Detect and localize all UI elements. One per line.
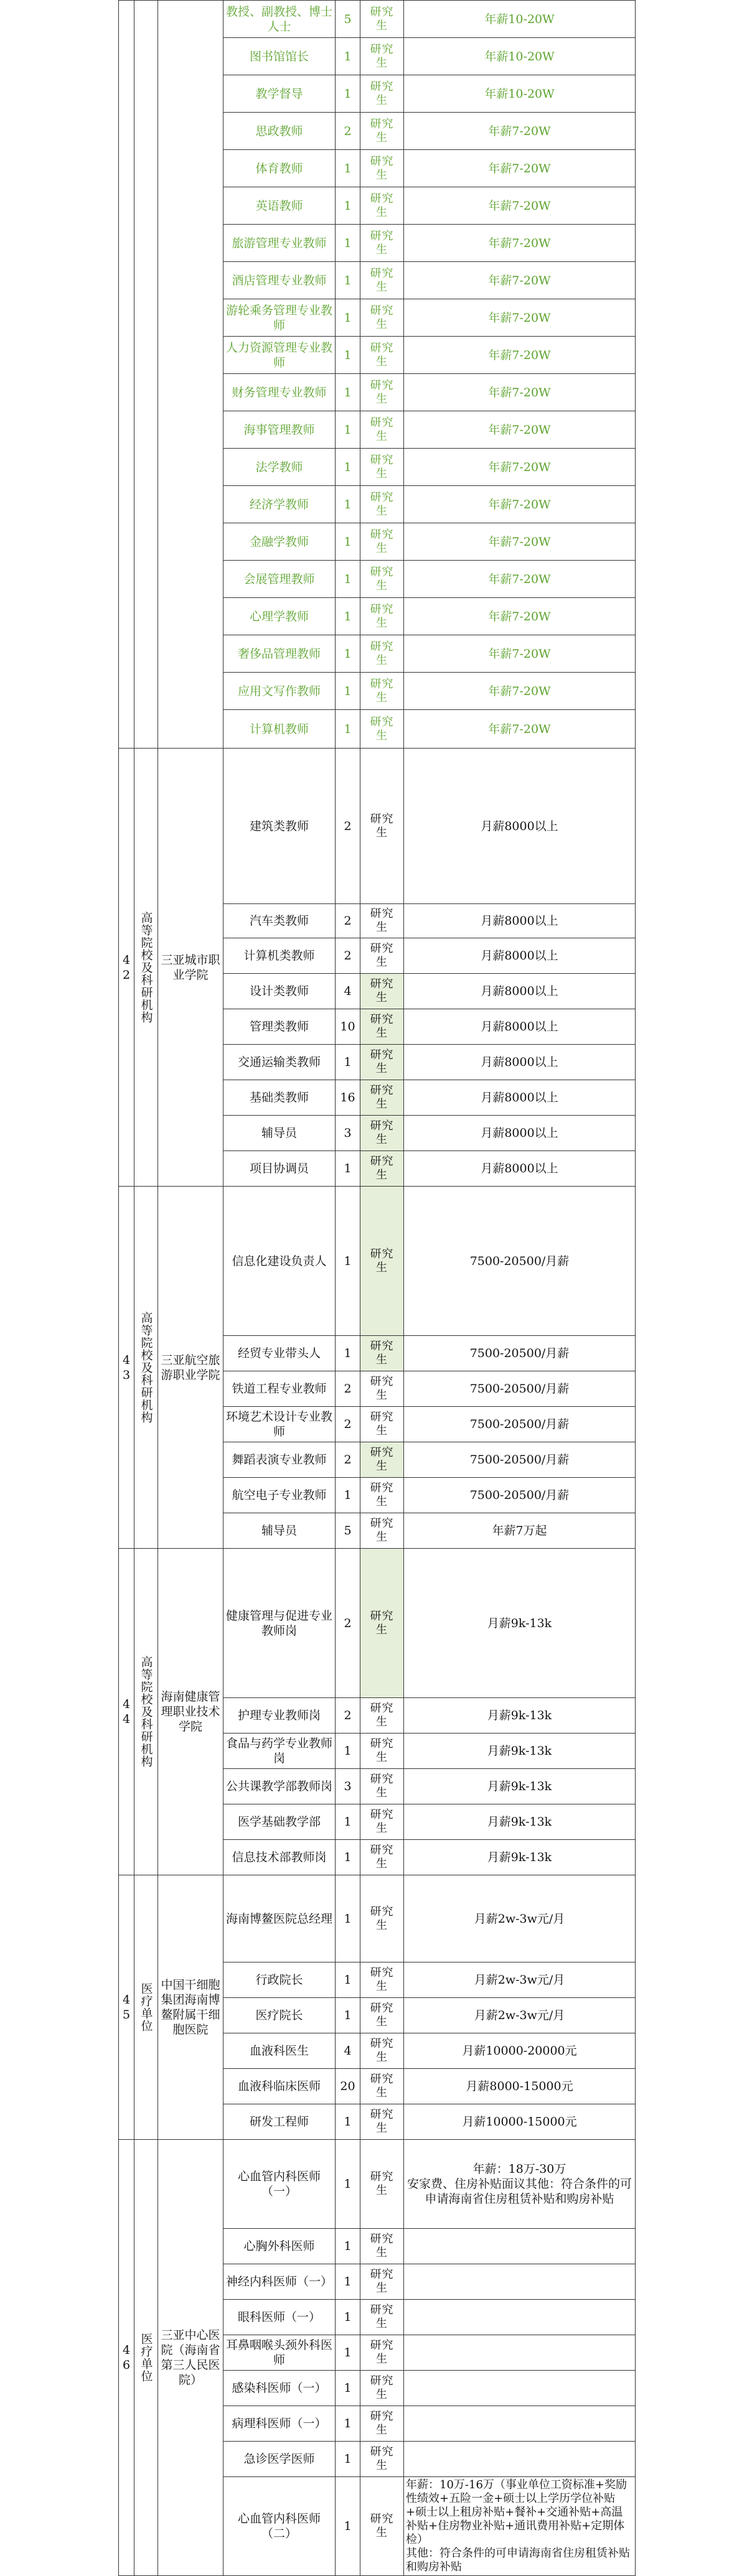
headcount-cell: 1 xyxy=(336,1734,360,1769)
education-cell: 研究生 xyxy=(360,2140,404,2229)
position-cell: 项目协调员 xyxy=(223,1151,336,1187)
education-cell: 研究生 xyxy=(360,1734,404,1769)
education-cell: 研究生 xyxy=(360,1442,404,1478)
education-cell: 研究生 xyxy=(360,523,404,561)
education-cell: 研究生 xyxy=(360,598,404,635)
salary-cell: 月薪8000-15000元 xyxy=(404,2069,636,2104)
headcount-cell: 1 xyxy=(336,2264,360,2300)
table-row xyxy=(119,749,636,904)
education-cell: 研究生 xyxy=(360,1875,404,1962)
education-cell: 研究生 xyxy=(360,150,404,187)
education-cell: 研究生 xyxy=(360,1478,404,1513)
position-cell: 辅导员 xyxy=(223,1116,336,1151)
salary-cell: 月薪10000-15000元 xyxy=(404,2104,636,2140)
position-cell: 病理科医师（一） xyxy=(223,2406,336,2442)
headcount-cell: 10 xyxy=(336,1009,360,1045)
position-cell: 经贸专业带头人 xyxy=(223,1336,336,1371)
row-number: 42 xyxy=(119,749,134,1187)
education-cell: 研究生 xyxy=(360,337,404,374)
position-cell: 研发工程师 xyxy=(223,2104,336,2140)
headcount-cell: 2 xyxy=(336,1371,360,1407)
salary-cell: 月薪2w-3w元/月 xyxy=(404,1962,636,1998)
salary-cell: 年薪10-20W xyxy=(404,1,636,38)
salary-cell: 7500-20500/月薪 xyxy=(404,1407,636,1442)
headcount-cell: 2 xyxy=(336,113,360,150)
education-cell: 研究生 xyxy=(360,2442,404,2477)
education-cell: 研究生 xyxy=(360,75,404,113)
position-cell: 神经内科医师（一） xyxy=(223,2264,336,2300)
headcount-cell: 1 xyxy=(336,1804,360,1840)
salary-cell: 月薪8000以上 xyxy=(404,1009,636,1045)
salary-cell: 7500-20500/月薪 xyxy=(404,1442,636,1478)
headcount-cell: 2 xyxy=(336,938,360,974)
salary-cell: 7500-20500/月薪 xyxy=(404,1371,636,1407)
category-cell: 高等院校及科研机构 xyxy=(134,1549,158,1875)
salary-cell: 年薪7-20W xyxy=(404,187,636,225)
education-cell: 研究生 xyxy=(360,1,404,38)
headcount-cell: 5 xyxy=(336,1513,360,1549)
position-cell: 护理专业教师岗 xyxy=(223,1698,336,1734)
table-row xyxy=(119,1875,636,1962)
salary-cell: 年薪7-20W xyxy=(404,337,636,374)
salary-cell xyxy=(404,2300,636,2335)
headcount-cell: 1 xyxy=(336,1151,360,1187)
salary-cell: 年薪7-20W xyxy=(404,561,636,598)
education-cell: 研究生 xyxy=(360,486,404,523)
education-cell: 研究生 xyxy=(360,113,404,150)
salary-cell: 年薪7-20W xyxy=(404,673,636,710)
position-cell: 铁道工程专业教师 xyxy=(223,1371,336,1407)
position-cell: 奢侈品管理教师 xyxy=(223,635,336,673)
salary-cell: 月薪9k-13k xyxy=(404,1698,636,1734)
position-cell: 医学基础教学部 xyxy=(223,1804,336,1840)
education-cell: 研究生 xyxy=(360,938,404,974)
headcount-cell: 4 xyxy=(336,2033,360,2069)
salary-cell: 年薪10-20W xyxy=(404,38,636,75)
salary-cell: 年薪7-20W xyxy=(404,449,636,486)
position-cell: 医疗院长 xyxy=(223,1998,336,2033)
salary-cell: 月薪2w-3w元/月 xyxy=(404,1998,636,2033)
position-cell: 耳鼻咽喉头颈外科医师 xyxy=(223,2335,336,2371)
position-cell: 公共课教学部教师岗 xyxy=(223,1769,336,1804)
salary-cell xyxy=(404,2406,636,2442)
headcount-cell: 1 xyxy=(336,411,360,449)
education-cell: 研究生 xyxy=(360,673,404,710)
row-number: 43 xyxy=(119,1187,134,1549)
headcount-cell: 1 xyxy=(336,299,360,337)
headcount-cell: 1 xyxy=(336,449,360,486)
headcount-cell: 1 xyxy=(336,374,360,411)
headcount-cell: 2 xyxy=(336,1407,360,1442)
education-cell: 研究生 xyxy=(360,710,404,749)
education-cell: 研究生 xyxy=(360,225,404,262)
salary-cell xyxy=(404,2264,636,2300)
headcount-cell: 1 xyxy=(336,38,360,75)
headcount-cell: 1 xyxy=(336,523,360,561)
headcount-cell: 1 xyxy=(336,187,360,225)
category-cell: 高等院校及科研机构 xyxy=(134,1187,158,1549)
education-cell: 研究生 xyxy=(360,1187,404,1336)
position-cell: 信息技术部教师岗 xyxy=(223,1840,336,1875)
education-cell: 研究生 xyxy=(360,974,404,1009)
education-cell: 研究生 xyxy=(360,2300,404,2335)
position-cell: 应用文写作教师 xyxy=(223,673,336,710)
headcount-cell: 1 xyxy=(336,225,360,262)
row-number: 46 xyxy=(119,2140,134,2576)
salary-cell: 7500-20500/月薪 xyxy=(404,1187,636,1336)
headcount-cell: 1 xyxy=(336,635,360,673)
education-cell: 研究生 xyxy=(360,2033,404,2069)
position-cell: 血液科医生 xyxy=(223,2033,336,2069)
salary-cell: 月薪9k-13k xyxy=(404,1769,636,1804)
education-cell: 研究生 xyxy=(360,2371,404,2406)
education-cell: 研究生 xyxy=(360,1804,404,1840)
salary-cell: 年薪7-20W xyxy=(404,150,636,187)
education-cell: 研究生 xyxy=(360,2335,404,2371)
headcount-cell: 1 xyxy=(336,2442,360,2477)
position-cell: 金融学教师 xyxy=(223,523,336,561)
salary-cell: 年薪7-20W xyxy=(404,486,636,523)
salary-cell: 月薪9k-13k xyxy=(404,1549,636,1698)
education-cell: 研究生 xyxy=(360,1116,404,1151)
salary-cell: 7500-20500/月薪 xyxy=(404,1336,636,1371)
headcount-cell: 20 xyxy=(336,2069,360,2104)
position-cell: 海南博鳌医院总经理 xyxy=(223,1875,336,1962)
salary-cell: 月薪9k-13k xyxy=(404,1804,636,1840)
education-cell: 研究生 xyxy=(360,1698,404,1734)
education-cell: 研究生 xyxy=(360,1840,404,1875)
position-cell: 英语教师 xyxy=(223,187,336,225)
table-row xyxy=(119,2140,636,2229)
salary-cell: 月薪10000-20000元 xyxy=(404,2033,636,2069)
salary-cell: 7500-20500/月薪 xyxy=(404,1478,636,1513)
education-cell: 研究生 xyxy=(360,1371,404,1407)
headcount-cell: 2 xyxy=(336,1549,360,1698)
table-body xyxy=(119,1,636,2576)
salary-cell: 年薪7-20W xyxy=(404,374,636,411)
education-cell: 研究生 xyxy=(360,2069,404,2104)
headcount-cell: 16 xyxy=(336,1080,360,1116)
position-cell: 海事管理教师 xyxy=(223,411,336,449)
headcount-cell: 1 xyxy=(336,150,360,187)
headcount-cell: 1 xyxy=(336,561,360,598)
headcount-cell: 2 xyxy=(336,749,360,904)
salary-cell: 月薪8000以上 xyxy=(404,904,636,938)
education-cell: 研究生 xyxy=(360,374,404,411)
table-row xyxy=(119,1549,636,1698)
education-cell: 研究生 xyxy=(360,38,404,75)
headcount-cell: 1 xyxy=(336,1998,360,2033)
salary-cell: 年薪7-20W xyxy=(404,598,636,635)
position-cell: 信息化建设负责人 xyxy=(223,1187,336,1336)
salary-cell: 年薪7-20W xyxy=(404,262,636,299)
headcount-cell: 4 xyxy=(336,974,360,1009)
position-cell: 建筑类教师 xyxy=(223,749,336,904)
headcount-cell: 1 xyxy=(336,2406,360,2442)
headcount-cell: 1 xyxy=(336,2229,360,2264)
position-cell: 计算机教师 xyxy=(223,710,336,749)
position-cell: 健康管理与促进专业教师岗 xyxy=(223,1549,336,1698)
salary-cell: 年薪：10万-16万（事业单位工资标准+奖励性绩效+五险一金+硕士以上学历学位补贴+硕士以上租房补贴+餐补+交通补贴+高温补贴+住房物业补贴+通讯费用补贴+定期体检） 其他：符合条件的可申请海南省住房租赁补贴和购房补贴 xyxy=(404,2477,636,2576)
headcount-cell: 1 xyxy=(336,1840,360,1875)
headcount-cell: 1 xyxy=(336,1187,360,1336)
salary-cell xyxy=(404,2442,636,2477)
headcount-cell: 1 xyxy=(336,1962,360,1998)
salary-cell: 月薪8000以上 xyxy=(404,1116,636,1151)
row-number: 45 xyxy=(119,1875,134,2140)
category-cell: 高等院校及科研机构 xyxy=(134,749,158,1187)
salary-cell: 月薪9k-13k xyxy=(404,1840,636,1875)
headcount-cell: 1 xyxy=(336,337,360,374)
position-cell: 设计类教师 xyxy=(223,974,336,1009)
education-cell: 研究生 xyxy=(360,1549,404,1698)
education-cell: 研究生 xyxy=(360,2264,404,2300)
headcount-cell: 1 xyxy=(336,486,360,523)
position-cell: 计算机类教师 xyxy=(223,938,336,974)
position-cell: 交通运输类教师 xyxy=(223,1045,336,1080)
headcount-cell: 1 xyxy=(336,262,360,299)
position-cell: 图书馆馆长 xyxy=(223,38,336,75)
education-cell: 研究生 xyxy=(360,904,404,938)
position-cell: 体育教师 xyxy=(223,150,336,187)
salary-cell: 年薪7-20W xyxy=(404,225,636,262)
position-cell: 教授、副教授、博士人士 xyxy=(223,1,336,38)
position-cell: 酒店管理专业教师 xyxy=(223,262,336,299)
headcount-cell: 1 xyxy=(336,2371,360,2406)
education-cell: 研究生 xyxy=(360,1962,404,1998)
education-cell: 研究生 xyxy=(360,299,404,337)
position-cell: 辅导员 xyxy=(223,1513,336,1549)
no-cell xyxy=(119,1,134,749)
salary-cell: 年薪7-20W xyxy=(404,710,636,749)
employer-cell: 三亚中心医院（海南省第三人民医院） xyxy=(158,2140,223,2576)
position-cell: 急诊医学医师 xyxy=(223,2442,336,2477)
education-cell: 研究生 xyxy=(360,1998,404,2033)
position-cell: 舞蹈表演专业教师 xyxy=(223,1442,336,1478)
salary-cell: 年薪7-20W xyxy=(404,299,636,337)
position-cell: 心胸外科医师 xyxy=(223,2229,336,2264)
headcount-cell: 1 xyxy=(336,2300,360,2335)
employer-cell: 海南健康管理职业技术学院 xyxy=(158,1549,223,1875)
table-row xyxy=(119,1187,636,1336)
position-cell: 汽车类教师 xyxy=(223,904,336,938)
education-cell: 研究生 xyxy=(360,749,404,904)
education-cell: 研究生 xyxy=(360,2229,404,2264)
headcount-cell: 1 xyxy=(336,673,360,710)
position-cell: 行政院长 xyxy=(223,1962,336,1998)
headcount-cell: 3 xyxy=(336,1116,360,1151)
employer-cell: 中国干细胞集团海南博鳌附属干细胞医院 xyxy=(158,1875,223,2140)
salary-cell xyxy=(404,2229,636,2264)
salary-cell: 月薪8000以上 xyxy=(404,974,636,1009)
salary-cell: 月薪8000以上 xyxy=(404,1080,636,1116)
salary-cell: 年薪：18万-30万 安家费、住房补贴面议其他：符合条件的可申请海南省住房租赁补贴和购房补贴 xyxy=(404,2140,636,2229)
salary-cell: 年薪7-20W xyxy=(404,635,636,673)
education-cell: 研究生 xyxy=(360,1513,404,1549)
education-cell: 研究生 xyxy=(360,635,404,673)
salary-cell: 年薪7万起 xyxy=(404,1513,636,1549)
position-cell: 环境艺术设计专业教师 xyxy=(223,1407,336,1442)
salary-cell: 月薪8000以上 xyxy=(404,749,636,904)
education-cell: 研究生 xyxy=(360,2406,404,2442)
position-cell: 食品与药学专业教师岗 xyxy=(223,1734,336,1769)
position-cell: 感染科医师（一） xyxy=(223,2371,336,2406)
education-cell: 研究生 xyxy=(360,1336,404,1371)
headcount-cell: 1 xyxy=(336,75,360,113)
salary-cell xyxy=(404,2371,636,2406)
table-row xyxy=(119,1,636,38)
position-cell: 经济学教师 xyxy=(223,486,336,523)
headcount-cell: 1 xyxy=(336,710,360,749)
position-cell: 基础类教师 xyxy=(223,1080,336,1116)
salary-cell: 月薪8000以上 xyxy=(404,1045,636,1080)
education-cell: 研究生 xyxy=(360,187,404,225)
position-cell: 教学督导 xyxy=(223,75,336,113)
position-cell: 心血管内科医师（二） xyxy=(223,2477,336,2576)
education-cell: 研究生 xyxy=(360,411,404,449)
position-cell: 会展管理教师 xyxy=(223,561,336,598)
headcount-cell: 1 xyxy=(336,1478,360,1513)
education-cell: 研究生 xyxy=(360,1080,404,1116)
recruitment-table xyxy=(118,0,636,2576)
education-cell: 研究生 xyxy=(360,1769,404,1804)
employer-cell: 三亚城市职业学院 xyxy=(158,749,223,1187)
salary-cell: 年薪7-20W xyxy=(404,411,636,449)
position-cell: 眼科医师（一） xyxy=(223,2300,336,2335)
category-cell: 医疗单位 xyxy=(134,2140,158,2576)
position-cell: 游轮乘务管理专业教师 xyxy=(223,299,336,337)
position-cell: 人力资源管理专业教师 xyxy=(223,337,336,374)
position-cell: 法学教师 xyxy=(223,449,336,486)
salary-cell: 年薪7-20W xyxy=(404,523,636,561)
headcount-cell: 1 xyxy=(336,598,360,635)
salary-cell xyxy=(404,2335,636,2371)
education-cell: 研究生 xyxy=(360,2477,404,2576)
headcount-cell: 1 xyxy=(336,2140,360,2229)
headcount-cell: 2 xyxy=(336,1698,360,1734)
position-cell: 管理类教师 xyxy=(223,1009,336,1045)
employer-cell: 三亚航空旅游职业学院 xyxy=(158,1187,223,1549)
salary-cell: 年薪7-20W xyxy=(404,113,636,150)
position-cell: 心血管内科医师（一） xyxy=(223,2140,336,2229)
row-number: 44 xyxy=(119,1549,134,1875)
position-cell: 旅游管理专业教师 xyxy=(223,225,336,262)
education-cell: 研究生 xyxy=(360,1045,404,1080)
headcount-cell: 1 xyxy=(336,1045,360,1080)
headcount-cell: 1 xyxy=(336,1875,360,1962)
education-cell: 研究生 xyxy=(360,1407,404,1442)
position-cell: 血液科临床医师 xyxy=(223,2069,336,2104)
salary-cell: 年薪10-20W xyxy=(404,75,636,113)
education-cell: 研究生 xyxy=(360,1151,404,1187)
headcount-cell: 3 xyxy=(336,1769,360,1804)
salary-cell: 月薪2w-3w元/月 xyxy=(404,1875,636,1962)
headcount-cell: 1 xyxy=(336,2335,360,2371)
headcount-cell: 1 xyxy=(336,2104,360,2140)
education-cell: 研究生 xyxy=(360,1009,404,1045)
headcount-cell: 1 xyxy=(336,1336,360,1371)
position-cell: 财务管理专业教师 xyxy=(223,374,336,411)
education-cell: 研究生 xyxy=(360,262,404,299)
salary-cell: 月薪9k-13k xyxy=(404,1734,636,1769)
education-cell: 研究生 xyxy=(360,561,404,598)
education-cell: 研究生 xyxy=(360,2104,404,2140)
category-cell: 医疗单位 xyxy=(134,1875,158,2140)
position-cell: 航空电子专业教师 xyxy=(223,1478,336,1513)
cat-cell xyxy=(134,1,158,749)
headcount-cell: 1 xyxy=(336,2477,360,2576)
headcount-cell: 5 xyxy=(336,1,360,38)
unit-cell xyxy=(158,1,223,749)
position-cell: 心理学教师 xyxy=(223,598,336,635)
education-cell: 研究生 xyxy=(360,449,404,486)
salary-cell: 月薪8000以上 xyxy=(404,938,636,974)
headcount-cell: 2 xyxy=(336,1442,360,1478)
salary-cell: 月薪8000以上 xyxy=(404,1151,636,1187)
headcount-cell: 2 xyxy=(336,904,360,938)
position-cell: 思政教师 xyxy=(223,113,336,150)
